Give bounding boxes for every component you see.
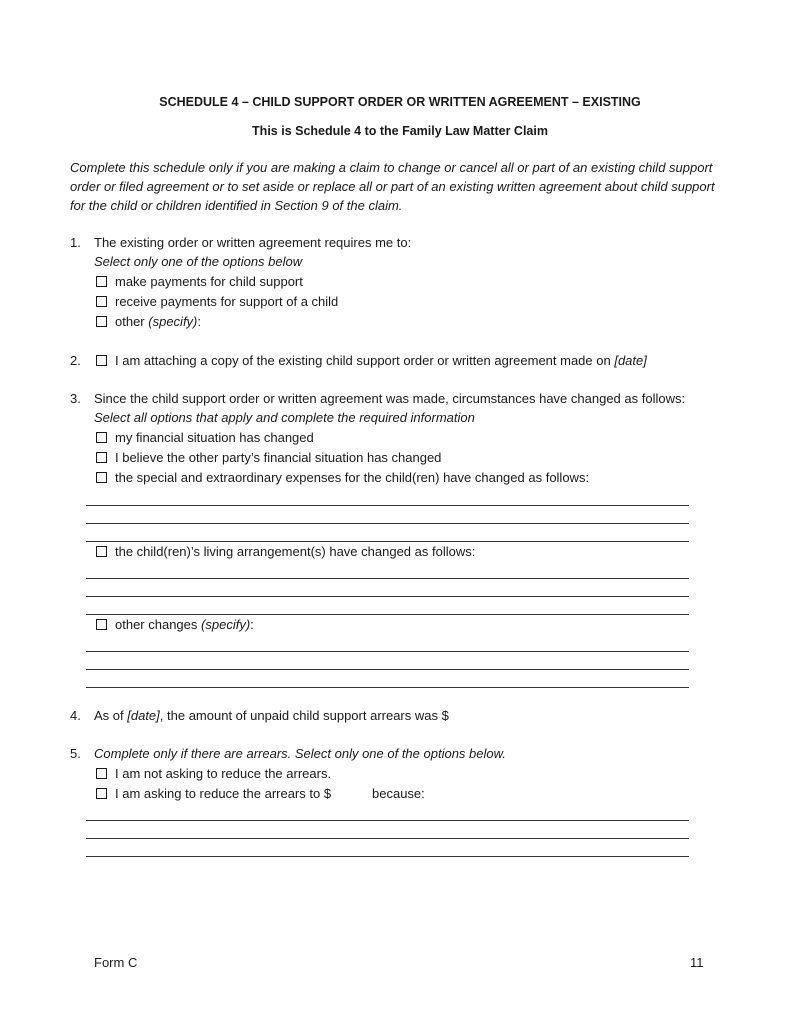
q2-line xyxy=(96,352,647,370)
q1-option-receive-payments xyxy=(96,293,338,311)
q1-other-label: other xyxy=(115,314,145,329)
q3-other-changes-label: other changes xyxy=(115,617,198,632)
q3-my-financial-checkbox[interactable] xyxy=(96,432,107,443)
q5-option-not-reduce xyxy=(96,765,331,783)
q4-suffix: , the amount of unpaid child support arrears was $ xyxy=(159,708,449,723)
q5-because-label: because: xyxy=(372,786,425,801)
q2-number: 2. xyxy=(70,353,81,368)
q3-other-party-checkbox[interactable] xyxy=(96,452,107,463)
q3-expenses-line-2[interactable] xyxy=(86,523,689,524)
q5-reduce-checkbox[interactable] xyxy=(96,788,107,799)
q5-reduce-amount-field[interactable] xyxy=(336,786,366,800)
schedule-title: SCHEDULE 4 – CHILD SUPPORT ORDER OR WRITTEN AGREEMENT – EXISTING xyxy=(159,95,641,109)
q3-option-my-financial xyxy=(96,429,314,447)
q1-other-colon: : xyxy=(197,314,202,329)
footer-page-number: 11 xyxy=(690,955,704,970)
q3-living-line-2[interactable] xyxy=(86,596,689,597)
q4-arrears-amount-field[interactable] xyxy=(449,708,479,722)
q3-living-line-1[interactable] xyxy=(86,578,689,579)
q5-because-line-3[interactable] xyxy=(86,856,689,857)
q1-instruction: Select only one of the options below xyxy=(94,254,303,269)
q5-option-reduce xyxy=(96,785,331,803)
intro-instructions: Complete this schedule only if you are making a claim to change or cancel all or part of an existing child support order or filed agreement or to set aside or replace all or part of an existing written agreement about child support for the child or children identified in Section 9 of the claim. xyxy=(70,160,715,213)
q3-option-expenses xyxy=(96,469,589,487)
q1-make-payments-label: make payments for child support xyxy=(115,274,303,289)
q3-option-other-changes xyxy=(96,616,254,634)
q3-other-line-3[interactable] xyxy=(86,687,689,688)
q1-make-payments-checkbox[interactable] xyxy=(96,276,107,287)
q3-number: 3. xyxy=(70,391,81,406)
schedule-subtitle: This is Schedule 4 to the Family Law Matter Claim xyxy=(252,124,548,138)
q2-date-hint: [date] xyxy=(614,353,647,368)
q3-text: Since the child support order or written agreement was made, circumstances have changed as follows: xyxy=(94,391,686,406)
q3-living-checkbox[interactable] xyxy=(96,546,107,557)
q4-date-hint: [date] xyxy=(127,708,160,723)
q3-expenses-checkbox[interactable] xyxy=(96,472,107,483)
q1-other-hint: (specify) xyxy=(148,314,198,329)
q5-reduce-prefix: I am asking to reduce the arrears to $ xyxy=(115,786,332,801)
q3-expenses-line-3[interactable] xyxy=(86,541,689,542)
q2-attach-checkbox[interactable] xyxy=(96,355,107,366)
q5-because-line-2[interactable] xyxy=(86,838,689,839)
q3-other-changes-checkbox[interactable] xyxy=(96,619,107,630)
q4-prefix: As of xyxy=(94,708,124,723)
q3-option-living xyxy=(96,543,475,561)
q5-number: 5. xyxy=(70,746,81,761)
q1-number: 1. xyxy=(70,235,81,250)
q2-text: I am attaching a copy of the existing child support order or written agreement made on xyxy=(115,353,611,368)
q4-number: 4. xyxy=(70,708,81,723)
q3-my-financial-label: my financial situation has changed xyxy=(115,430,314,445)
q4-line xyxy=(94,707,479,725)
q3-expenses-label: the special and extraordinary expenses for the child(ren) have changed as follows: xyxy=(115,470,590,485)
q3-other-colon: : xyxy=(250,617,254,632)
q3-living-line-3[interactable] xyxy=(86,614,689,615)
q1-receive-payments-label: receive payments for support of a child xyxy=(115,294,339,309)
q5-because-line-1[interactable] xyxy=(86,820,689,821)
q3-other-line-1[interactable] xyxy=(86,651,689,652)
q3-instruction: Select all options that apply and complete the required information xyxy=(94,410,475,425)
q1-option-other xyxy=(96,313,201,331)
q5-instruction: Complete only if there are arrears. Select only one of the options below. xyxy=(94,746,506,761)
q3-expenses-line-1[interactable] xyxy=(86,505,689,506)
q1-option-make-payments xyxy=(96,273,303,291)
q3-living-label: the child(ren)’s living arrangement(s) have changed as follows: xyxy=(115,544,476,559)
q1-text: The existing order or written agreement requires me to: xyxy=(94,235,412,250)
q5-not-reduce-checkbox[interactable] xyxy=(96,768,107,779)
q3-option-other-party-financial xyxy=(96,449,441,467)
q3-other-line-2[interactable] xyxy=(86,669,689,670)
q5-not-reduce-label: I am not asking to reduce the arrears. xyxy=(115,766,332,781)
q3-other-hint: (specify) xyxy=(201,617,251,632)
q1-other-checkbox[interactable] xyxy=(96,316,107,327)
footer-form-label: Form C xyxy=(94,955,138,970)
q1-receive-payments-checkbox[interactable] xyxy=(96,296,107,307)
q3-other-party-label: I believe the other party’s financial situation has changed xyxy=(115,450,442,465)
